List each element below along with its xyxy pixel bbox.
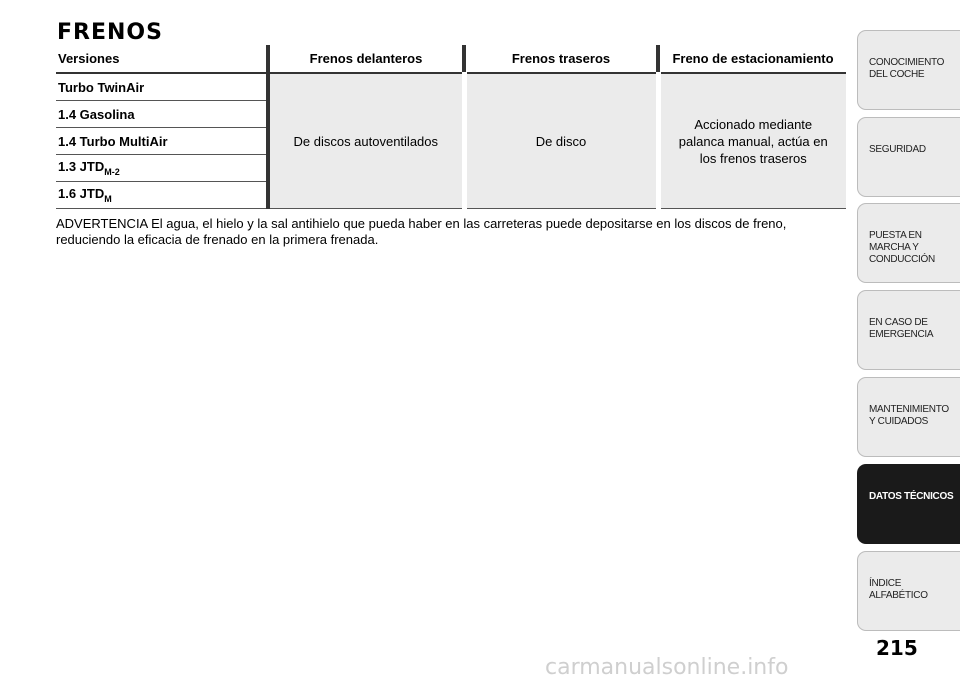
version-subscript: M-2 [104,167,120,177]
header-frenos-traseros: Frenos traseros [464,45,658,73]
version-name: 1.3 JTD [58,159,105,174]
rear-brakes-cell: De disco [464,73,658,209]
tab-label: EN CASO DE EMERGENCIA [869,317,934,340]
version-name: 1.4 Gasolina [58,106,135,122]
version-cell [56,73,268,101]
warning-text: ADVERTENCIA El agua, el hielo y la sal antihielo que pueda haber en las carreteras puede depositarse en los discos de freno, reduciendo la eficacia de frenado en la primera frenada. [56,216,787,247]
version-name: 1.6 JTD [58,186,105,201]
table-row [56,73,846,101]
watermark: carmanualsonline.info [545,655,789,680]
header-frenos-delanteros: Frenos delanteros [268,45,464,73]
version-name: 1.4 Turbo MultiAir [58,133,168,149]
tab-datos-tecnicos[interactable] [857,464,960,544]
front-brakes-cell: De discos autoventilados [268,73,464,209]
version-subscript: M [104,194,112,204]
version-cell [56,101,268,128]
page-number: 215 [876,636,918,660]
tab-label: DATOS TÉCNICOS [869,491,954,502]
tab-seguridad[interactable] [857,117,960,197]
tab-label: ÍNDICE ALFABÉTICO [869,578,928,601]
tab-label: PUESTA EN MARCHA Y CONDUCCIÓN [869,230,935,265]
version-name: Turbo TwinAir [58,79,145,95]
tab-label: CONOCIMIENTO DEL COCHE [869,57,945,80]
table-header-row [56,45,846,73]
header-versiones: Versiones [56,45,268,73]
parking-brake-cell: Accionado mediante palanca manual, actúa en los frenos traseros [658,73,846,209]
tab-conocimiento-del-coche[interactable] [857,30,960,110]
tab-puesta-en-marcha[interactable] [857,203,960,283]
tab-indice-alfabetico[interactable] [857,551,960,631]
tab-en-caso-de-emergencia[interactable] [857,290,960,370]
tab-label: MANTENIMIENTO Y CUIDADOS [869,404,949,427]
version-cell [56,128,268,155]
brakes-table [56,45,846,209]
version-cell [56,182,268,209]
page-title: FRENOS [57,20,163,45]
header-freno-estacionamiento: Freno de estacionamiento [658,45,846,73]
tab-label: SEGURIDAD [869,144,926,155]
tab-mantenimiento[interactable] [857,377,960,457]
version-cell [56,155,268,182]
